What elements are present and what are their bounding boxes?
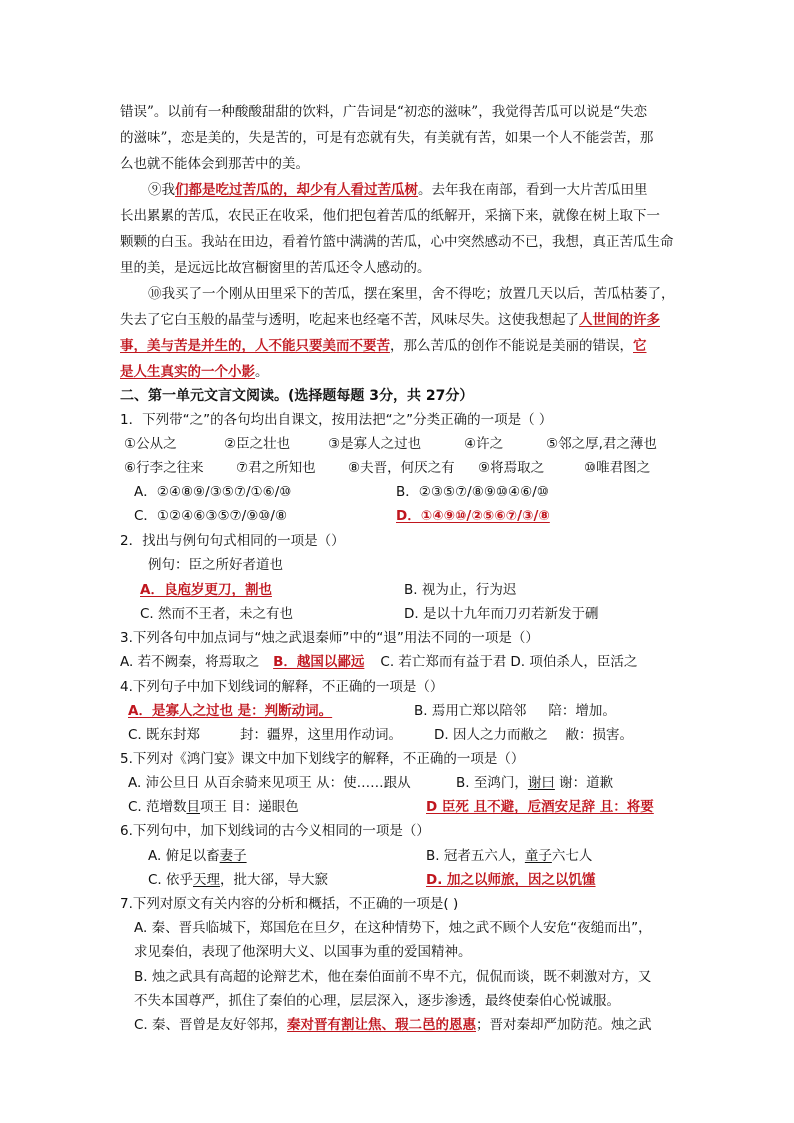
option-a-line: A. 秦、晋兵临城下，郑国危在旦夕，在这种情势下，烛之武不顾个人安危“夜缒而出”， <box>134 920 652 936</box>
option-a-answer: A．是寡人之过也 是：判断动词。 <box>128 703 333 719</box>
option-b <box>426 846 592 866</box>
option-b-text-end: 六七人 <box>551 848 593 864</box>
option-b-text: B. 至鸿门， <box>456 775 528 791</box>
option-b-text: B. 冠者五六人， <box>426 848 525 864</box>
q1-item: ②臣之壮也 <box>224 436 291 452</box>
option-c <box>128 725 402 745</box>
option-c-sentence: C. 既东封郑 <box>128 727 201 743</box>
q1-item: ⑩唯君图之 <box>584 460 651 476</box>
option-b <box>414 701 616 721</box>
option-d-answer: D．①④⑨⑩/②⑤⑥⑦/③/⑧ <box>396 508 550 524</box>
option-c <box>148 870 328 890</box>
passage-text: 。 <box>255 364 269 380</box>
option-c-text: C. 秦、晋曾是友好邻邦， <box>134 1017 288 1033</box>
question-stem: 3.下列各句中加点词与“烛之武退秦师”中的“退”用法不同的一项是（） <box>120 630 539 646</box>
option-b-gloss: 陪：增加。 <box>548 703 616 719</box>
option-a: A. 若不阙秦，将焉取之 <box>120 654 260 670</box>
q3-options <box>120 652 637 672</box>
q1-item: ④许之 <box>464 436 504 452</box>
option-c-text-end: ，批大郤，导大窾 <box>220 872 329 888</box>
paragraph-9-line <box>148 180 648 200</box>
option-a-line: 求见秦伯，表现了他深明大义、以国事为重的爱国精神。 <box>134 944 472 960</box>
q1-items-row <box>124 458 650 478</box>
option-c: C. 若亡郑而有益于君 <box>380 654 507 670</box>
section-title: 二、第一单元文言文阅读。(选择题每题 3分，共 27分） <box>120 388 474 404</box>
q1-item: ③是寡人之过也 <box>328 436 422 452</box>
option-c-line <box>134 1015 652 1035</box>
option-a <box>148 846 247 866</box>
option-b: B．②③⑤⑦/⑧⑨⑩④⑥/⑩ <box>396 484 549 500</box>
option-c <box>128 797 299 817</box>
question-stem: 5.下列对《鸿门宴》课文中加下划线字的解释，不正确的一项是（） <box>120 751 525 767</box>
question-stem: 7.下列对原文有关内容的分析和概括，不正确的一项是( ) <box>120 896 459 912</box>
option-b: B. 视为止，行为迟 <box>404 582 517 598</box>
passage-text: 。去年我在南部，看到一大片苦瓜田里 <box>418 182 648 198</box>
option-a: A. 沛公旦日 从百余骑来见项王 从：使……跟从 <box>128 775 411 791</box>
passage-line: 颗颗的白玉。我站在田边，看着竹篮中满满的苦瓜，心中突然感动不已，我想，真正苦瓜生命 <box>120 234 674 250</box>
passage-line: 长出累累的苦瓜，农民正在收采，他们把包着苦瓜的纸解开，采摘下来，就像在树上取下一 <box>120 208 660 224</box>
option-b-gloss: 谢：道歉 <box>554 775 614 791</box>
passage-text: 失去了它白玉般的晶莹与透明，吃起来也经毫不苦，风味尽失。这使我想起了 <box>120 312 579 328</box>
option-b-line: 不失本国尊严，抓住了秦伯的心理，层层深入，逐步渗透，最终使秦伯心悦诚服。 <box>134 993 620 1009</box>
underlined-word: 童子 <box>524 848 552 864</box>
q1-item: ①公从之 <box>124 436 177 452</box>
option-b-line: B. 烛之武具有高超的论辩艺术，他在秦伯面前不卑不亢，侃侃而谈，既不刺激对方，又 <box>134 969 652 985</box>
question-stem: 1．下列带“之”的各句均出自课文，按用法把“之”分类正确的一项是（ ） <box>120 412 553 428</box>
paragraph-number: ⑨我 <box>148 182 175 198</box>
option-d-sentence: D. 因人之力而敝之 <box>434 727 548 743</box>
passage-text: ，那么苦瓜的创作不能说是美丽的错误， <box>390 338 633 354</box>
option-b <box>456 773 613 793</box>
option-a-answer: A．良庖岁更刀，割也 <box>140 582 272 598</box>
highlighted-answer: 它 <box>633 338 647 354</box>
option-d: D. 项伯杀人，臣活之 <box>510 654 638 670</box>
q1-items-row <box>124 434 657 454</box>
passage-line: 的滋味”，恋是美的，失是苦的，可是有恋就有失，有美就有苦，如果一个人不能尝苦，那 <box>120 130 654 146</box>
highlighted-answer: 秦对晋有割让焦、瑕二邑的恩惠 <box>287 1017 477 1033</box>
q1-item: ⑧夫晋，何厌之有 <box>348 460 455 476</box>
q1-item: ⑨将焉取之 <box>478 460 545 476</box>
question-stem: 4.下列句子中加下划线词的解释，不正确的一项是（） <box>120 679 444 695</box>
option-d-answer: D. 加之以师旅，因之以饥馑 <box>426 872 596 888</box>
question-stem: 6.下列句中，加下划线词的古今义相同的一项是（） <box>120 823 430 839</box>
underlined-word: 谢曰 <box>527 775 555 791</box>
underlined-word: 天理 <box>193 872 221 888</box>
option-b-sentence: B. 焉用亡郑以陪邻 <box>414 703 527 719</box>
passage-line <box>120 336 647 356</box>
option-c-gloss: 项王 目：递眼色 <box>200 799 299 815</box>
option-d: D. 是以十九年而刀刃若新发于硎 <box>404 606 599 622</box>
passage-line <box>120 310 660 330</box>
q1-item: ⑤邻之厚,君之薄也 <box>546 436 657 452</box>
passage-line: 里的美，是远远比故宫橱窗里的苦瓜还令人感动的。 <box>120 260 431 276</box>
highlighted-answer: 们都是吃过苦瓜的，却少有人看过苦瓜树 <box>175 182 418 198</box>
option-c-gloss: 封：疆界，这里用作动词。 <box>240 727 403 743</box>
option-b-answer: B．越国以鄙远 <box>273 654 365 670</box>
option-a: A．②④⑧⑨/③⑤⑦/①⑥/⑩ <box>134 484 292 500</box>
underlined-word: 目 <box>186 799 201 815</box>
highlighted-answer: 事，美与苦是并生的，人不能只要美而不要苦 <box>120 338 390 354</box>
question-stem: 2．找出与例句句式相同的一项是（） <box>120 533 345 549</box>
example-sentence: 例句：臣之所好者道也 <box>148 557 283 573</box>
highlighted-answer: 是人生真实的一个小影 <box>120 364 255 380</box>
highlighted-answer: 人世间的许多 <box>579 312 660 328</box>
option-d-answer: D 臣死 且不避，卮酒安足辞 且：将要 <box>426 799 654 815</box>
option-d <box>434 725 633 745</box>
passage-line <box>120 362 269 382</box>
underlined-word: 妻子 <box>219 848 247 864</box>
q1-item: ⑦君之所知也 <box>236 460 316 476</box>
option-c-text-end: ；晋对秦却严加防范。烛之武 <box>476 1017 652 1033</box>
option-c: C．①②④⑥③⑤⑦/⑨⑩/⑧ <box>134 508 288 524</box>
passage-line: 错误”。以前有一种酸酸甜甜的饮料，广告词是“初恋的滋味”，我觉得苦瓜可以说是“失恋 <box>120 104 648 120</box>
option-c-text: C. 范增数 <box>128 799 187 815</box>
passage-line: ⑩我买了一个刚从田里采下的苦瓜，摆在案里，舍不得吃；放置几天以后，苦瓜枯萎了， <box>148 286 675 302</box>
option-a-text: A. 俯足以畜 <box>148 848 220 864</box>
passage-line: 么也就不能体会到那苦中的美。 <box>120 156 309 172</box>
option-d-gloss: 敝：损害。 <box>565 727 633 743</box>
option-c: C. 然而不王者，未之有也 <box>140 606 294 622</box>
option-c-text: C. 依乎 <box>148 872 194 888</box>
q1-item: ⑥行李之往来 <box>124 460 204 476</box>
